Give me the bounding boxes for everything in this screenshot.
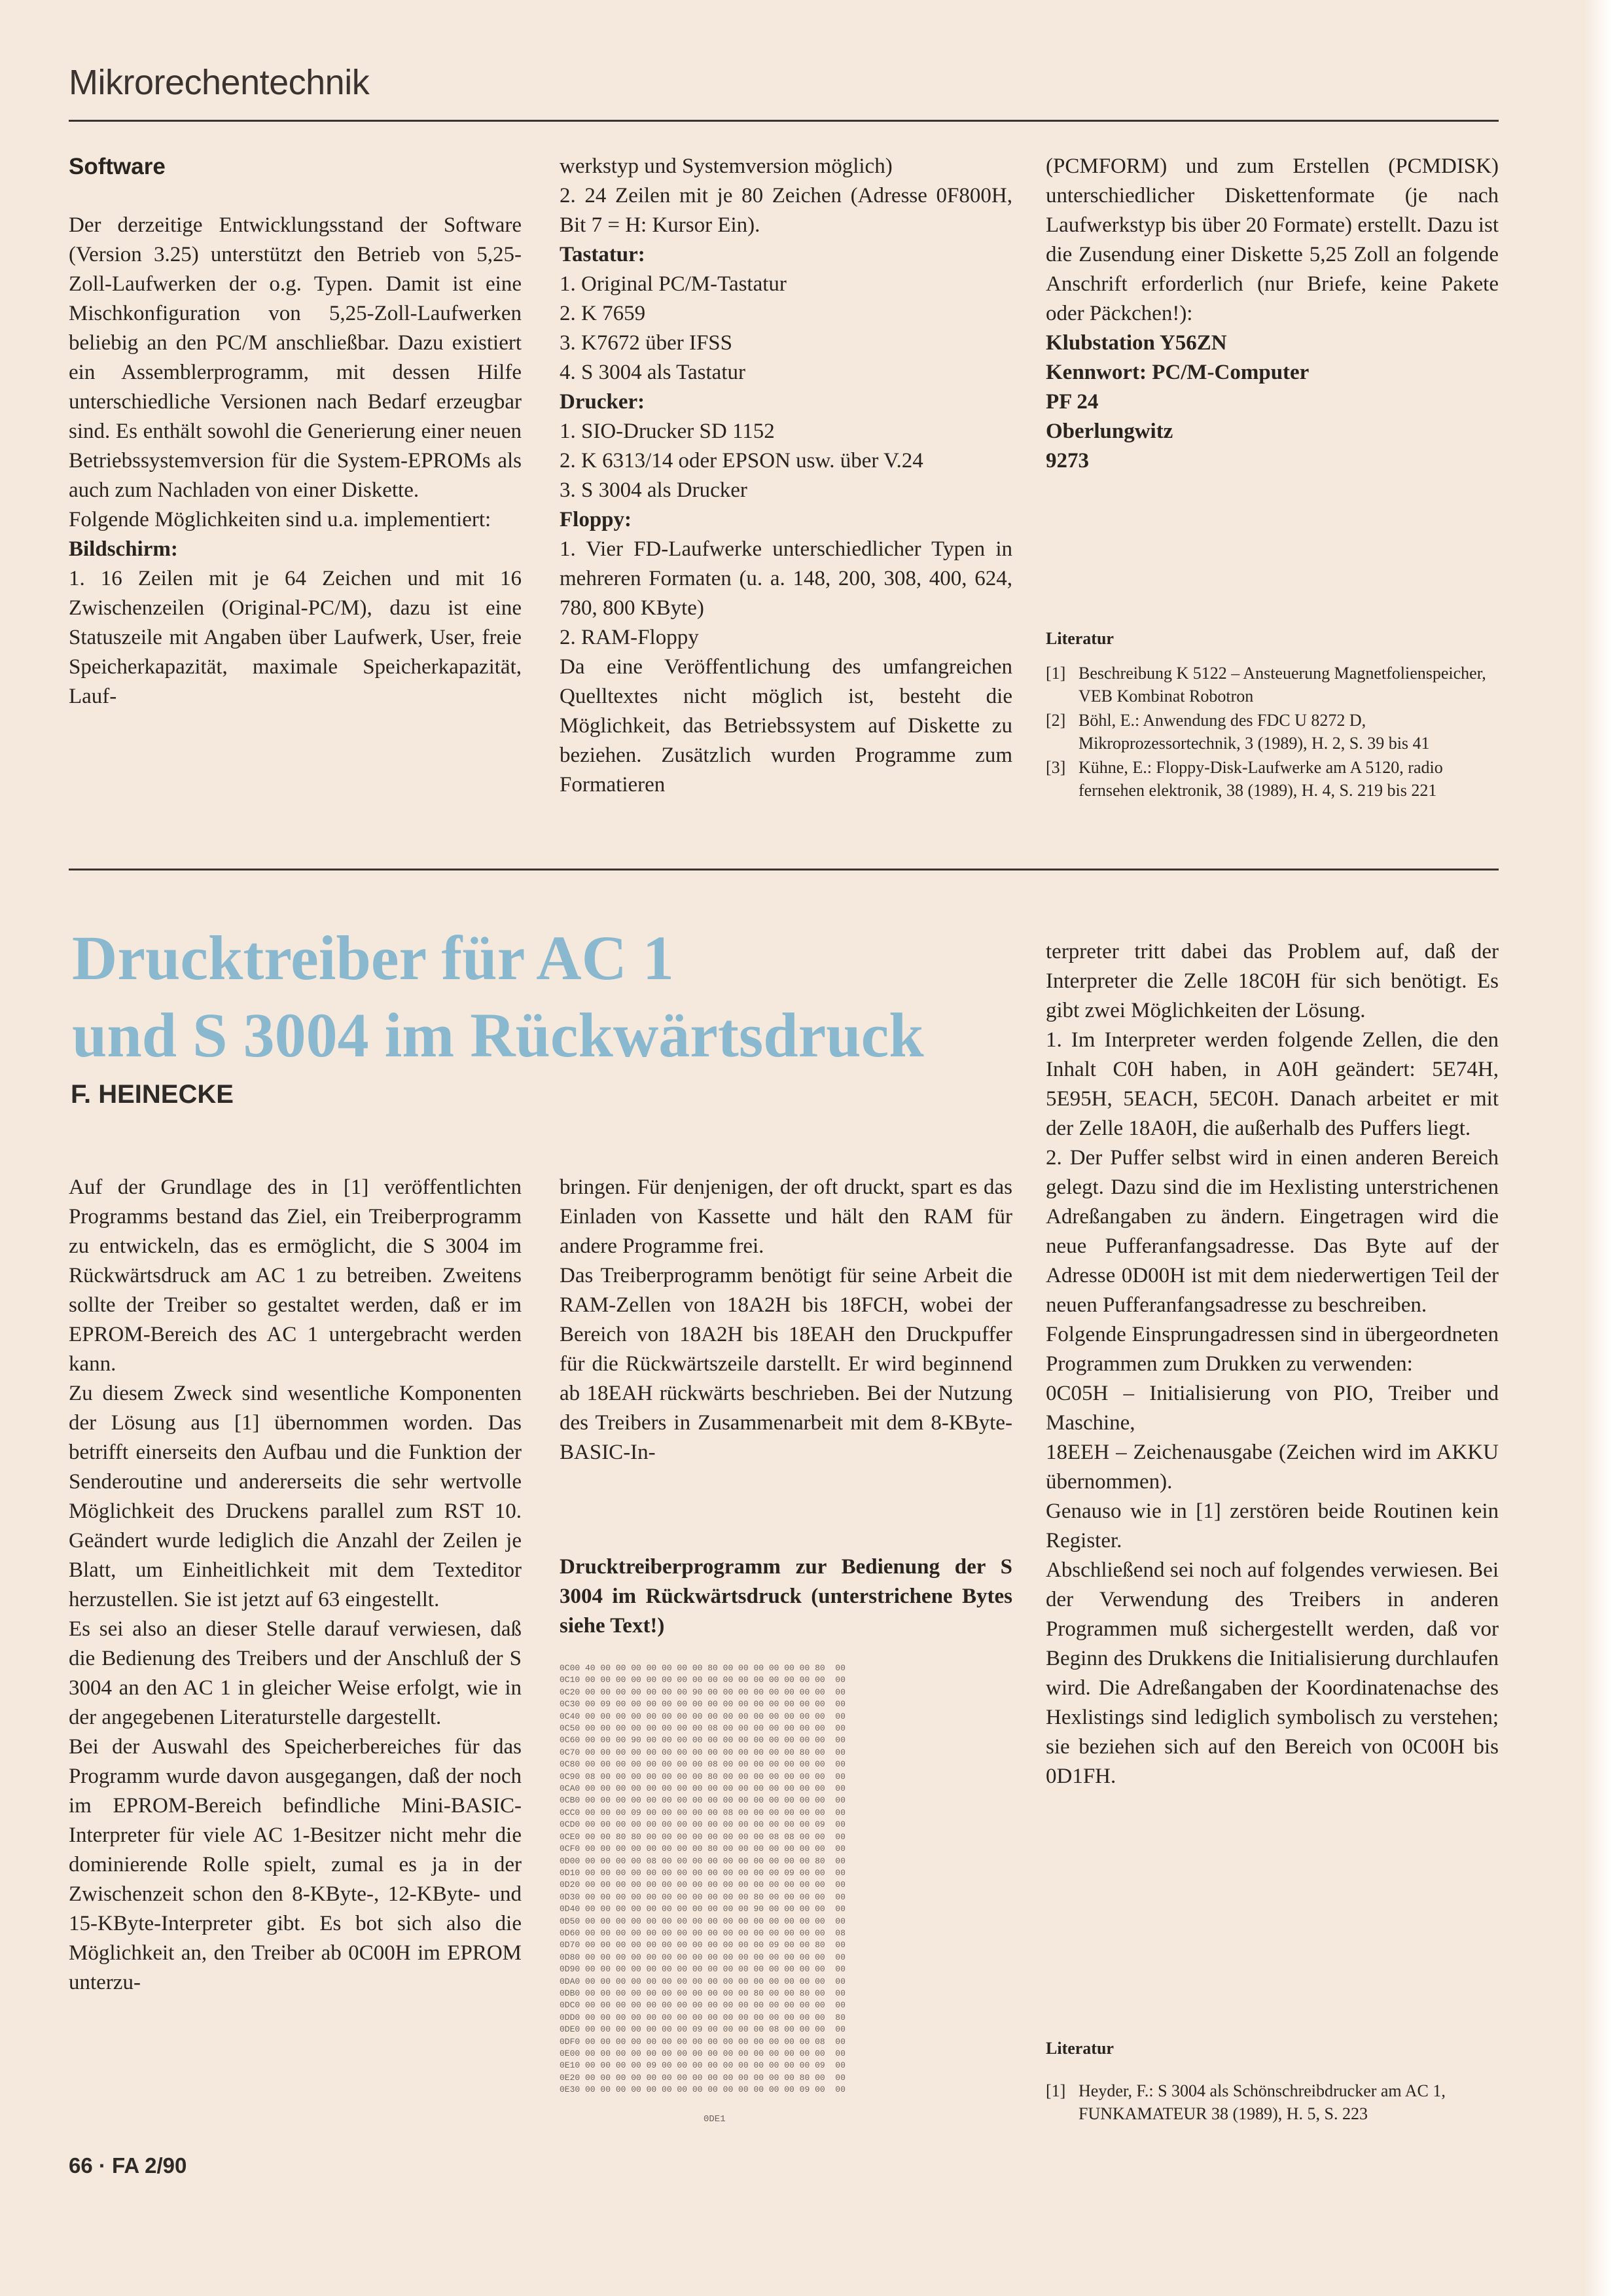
literature-text: Beschreibung K 5122 – Ansteuerung Magnetfolienspeicher, VEB Kombinat Robotron: [1079, 664, 1486, 706]
top-col3-para-1: Klubstation Y56ZN: [1046, 331, 1227, 355]
top-literature: [1046, 627, 1499, 803]
top-column-3: [1046, 152, 1499, 476]
literature-number: [2]: [1046, 711, 1066, 730]
top-col2-para-1: 2. 24 Zeilen mit je 80 Zeichen (Adresse 0F800H, Bit 7 = H: Kursor Ein).: [560, 184, 1012, 237]
top-literature-list: [1046, 662, 1499, 802]
top-col1-para-0: Software: [69, 154, 166, 179]
top-col2-para-7: Drucker:: [560, 390, 645, 414]
top-col1-para-1: [69, 181, 522, 211]
section-rule: [69, 869, 1499, 870]
top-col3-para-3: PF 24: [1046, 390, 1099, 414]
article-column-3: [1046, 937, 1499, 1791]
top-literature-entry-0: [1046, 662, 1499, 708]
top-col2-para-14: Da eine Veröffentlichung des umfangreichen Quelltextes nicht möglich ist, besteht die Möglichkeit, das Betriebssystem auf Diskette zu beziehen. Zusätzlich wurden Programme zum Formatieren: [560, 655, 1012, 797]
article-col2-para-1: Das Treiberprogramm benötigt für seine Arbeit die RAM-Zellen von 18A2H bis 18FCH, wobei der Bereich von 18A2H bis 18EAH den Druckpuffer für die Rückwärtszeile darstellt. Er wird beginnend ab 18EAH rückwärts beschrieben. Bei der Nutzung des Treibers in Zusammenarbeit mit dem 8-KByte-BASIC-In-: [560, 1264, 1012, 1464]
article-col1-para-1: Zu diesem Zweck sind wesentliche Komponenten der Lösung aus [1] übernommen worden. Das betrifft einerseits den Aufbau und die Funktion der Senderoutine und andererseits die sehr wertvolle Möglichkeit des Druckens parallel zum RST 10. Geändert wurde lediglich die Anzahl der Zeilen je Blatt, um Einheitlichkeit mit dem Texteditor herzustellen. Sie ist jetzt auf 63 eingestellt.: [69, 1382, 522, 1611]
top-col1-para-4: Bildschirm:: [69, 537, 178, 561]
top-col2-para-9: 2. K 6313/14 oder EPSON usw. über V.24: [560, 449, 923, 473]
article-col3-para-3: Folgende Einsprungadressen sind in übergeordneten Programmen zum Drukken zu verwenden:: [1046, 1323, 1499, 1376]
literature-text: Kühne, E.: Floppy-Disk-Laufwerke am A 5120, radio fernsehen elektronik, 38 (1989), H. 4, S. 219 bis 221: [1079, 758, 1443, 800]
article-col1-para-3: Bei der Auswahl des Speicherbereiches für das Programm wurde davon ausgegangen, daß der noch im EPROM-Bereich befindliche Mini-BASIC-Interpreter für viele AC 1-Besitzer nicht mehr die dominierende Rolle spielt, zumal es ja in der Zwischenzeit schon den 8-KByte-, 12-KByte- und 15-KByte-Interpreter gibt. Es bot sich also die Möglichkeit an, den Treiber ab 0C00H im EPROM unterzu-: [69, 1735, 522, 1994]
top-column-1: [69, 152, 522, 711]
top-col3-para-2: Kennwort: PC/M-Computer: [1046, 361, 1310, 384]
article-literature-list: [1046, 2079, 1499, 2125]
article-author: F. HEINECKE: [71, 1080, 234, 1109]
header-rule: [69, 120, 1499, 122]
article-col1-para-0: Auf der Grundlage des in [1] veröffentlichten Programms bestand das Ziel, ein Treiberprogramm zu entwickeln, das es ermöglicht, die S 3004 im Rückwärtsdruck am AC 1 zu betreiben. Zweitens sollte der Treiber so gestaltet werden, daß er im EPROM-Bereich des AC 1 untergebracht werden kann.: [69, 1175, 522, 1376]
listing-caption: Drucktreiberprogramm zur Bedienung der S 3004 im Rückwärtsdruck (unterstrichene Bytes siehe Text!): [560, 1555, 1012, 1638]
top-col1-para-3: Folgende Möglichkeiten sind u.a. implementiert:: [69, 508, 491, 531]
article-title-line-1: Drucktreiber für AC 1: [72, 923, 674, 993]
hex-listing-end-address: 0DE1: [704, 2114, 726, 2125]
top-col2-para-0: werkstyp und Systemversion möglich): [560, 154, 893, 178]
top-col2-para-3: 1. Original PC/M-Tastatur: [560, 272, 787, 296]
article-col3-para-2: 2. Der Puffer selbst wird in einen anderen Bereich gelegt. Dazu sind die im Hexlisting unterstrichenen Adreßangaben zu ändern. Eingetragen wird die neue Pufferanfangsadresse. Das Byte auf der Adresse 0D00H ist mit dem niederwertigen Teil der neuen Pufferanfangsadresse zu beschreiben.: [1046, 1146, 1499, 1317]
top-col3-para-0: (PCMFORM) und zum Erstellen (PCMDISK) unterschiedlicher Diskettenformate (je nach Laufwerkstyp bis über 20 Formate) erstellt. Dazu ist die Zusendung einer Diskette 5,25 Zoll an folgende Anschrift erforderlich (nur Briefe, keine Pakete oder Päckchen!):: [1046, 154, 1499, 325]
literature-text: Böhl, E.: Anwendung des FDC U 8272 D, Mikroprozessortechnik, 3 (1989), H. 2, S. 39 bis 41: [1079, 711, 1430, 753]
article-literature: [1046, 2037, 1499, 2126]
hex-listing: 0C00 40 00 00 00 00 00 00 00 80 00 00 00 00 00 00 80 00 0C10 00 00 00 00 00 00 00 00 00 00 00 00 00 00 00 00 00 0C20 00 00 00 00 00 00 00 90 00 00 00 00 00 00 00 00 00 0C30 00 09 00 00 00 00 00 00 00 00 00 00 00 00 00 00 00 0C40 00 00 00 00 00 00 00 00 00 00 00 00 00 00 00 00 00 0C50 00 00 00 00 00 00 00 00 08 00 00 00 00 00 00 00 00 0C60 00 00 00 90 00 00 00 00 00 00 00 00 00 00 00 00 00 0C70 00 00 00 00 00 00 00 00 00 00 00 00 00 00 80 00 00 0C80 00 00 00 00 00 00 00 00 08 00 00 00 00 00 00 00 00 0C90 08 00 00 00 00 00 00 00 80 00 00 00 00 00 00 00 00 0CA0 00 00 00 00 00 00 00 00 00 00 00 00 00 00 00 00 00 0CB0 00 00 00 00 00 00 00 00 00 00 00 00 00 00 00 00 00 0CC0 00 00 00 09 00 00 00 00 00 08 00 00 00 00 00 00 00 0CD0 00 00 00 00 00 00 00 00 00 00 00 00 00 00 00 09 00 0CE0 00 00 80 80 00 00 00 00 00 00 00 00 08 08 00 00 00 0CF0 00 00 00 00 00 00 00 00 80 00 00 00 00 00 00 00 00 0D00 00 00 00 00 08 00 00 00 00 00 00 00 00 00 00 80 00 0D10 00 00 00 00 00 00 00 00 00 00 00 00 00 09 00 00 00 0D20 00 00 00 00 00 00 00 00 00 00 00 00 00 00 00 00 00 0D30 00 00 00 00 00 00 00 00 00 00 00 80 00 00 00 00 00 0D40 00 00 00 00 00 00 00 00 00 00 00 90 00 00 00 00 00 0D50 00 00 00 00 00 00 00 00 00 00 00 00 00 00 00 00 00 0D60 00 00 00 00 00 00 00 00 00 00 00 00 00 00 00 00 08 0D70 00 00 00 00 00 00 00 00 00 00 00 00 09 00 00 80 00 0D80 00 00 00 00 00 00 00 00 00 00 00 00 00 00 00 00 00 0D90 00 00 00 00 00 00 00 00 00 00 00 00 00 00 00 00 00 0DA0 00 00 00 00 00 00 00 00 00 00 00 00 00 00 00 00 00 0DB0 00 00 00 00 00 00 00 00 00 00 00 80 00 00 80 00 00 0DC0 00 00 00 00 00 00 00 00 00 00 00 00 00 00 00 00 00 0DD0 00 00 00 00 00 00 00 00 00 00 00 00 00 00 00 00 80 0DE0 00 00 00 00 00 00 00 09 00 00 00 00 08 00 00 00 00 0DF0 00 00 00 00 00 00 00 00 00 00 00 00 00 00 00 08 00 0E00 00 00 00 00 00 00 00 00 00 00 00 00 00 00 00 00 00 0E10 00 00 00 00 09 00 00 00 00 00 00 00 00 00 00 09 00 0E20 00 00 00 00 00 00 00 00 00 00 00 00 00 00 80 00 00 0E30 00 00 00 00 00 00 00 00 00 00 00 00 00 00 09 00 00: [560, 1663, 846, 2095]
top-literature-title: Literatur: [1046, 629, 1114, 648]
top-col1-para-5: 1. 16 Zeilen mit je 64 Zeichen und mit 16 Zwischenzeilen (Original-PC/M), dazu ist eine Statuszeile mit Angaben über Laufwerk, User, freie Speicherkapazität, maximale Speicherkapazität, Lauf-: [69, 567, 522, 708]
article-title-line-2: und S 3004 im Rückwärtsdruck: [72, 1000, 924, 1070]
article-column-2: [560, 1173, 1012, 1467]
article-col3-para-4: 0C05H – Initialisierung von PIO, Treiber und Maschine,: [1046, 1382, 1499, 1435]
article-col3-para-7: Abschließend sei noch auf folgendes verwiesen. Bei der Verwendung des Treibers in anderen Programmen muß sichergestellt werden, daß vor Beginn des Drukkens die Initialisierung durchlaufen wird. Die Adreßangaben der Koordinatenachse des Hexlistings sind lediglich symbolisch zu verstehen; sie beziehen sich auf den Bereich von 0C00H bis 0D1FH.: [1046, 1558, 1499, 1788]
literature-number: [1]: [1046, 664, 1066, 683]
top-col2-para-12: 1. Vier FD-Laufwerke unterschiedlicher Typen in mehreren Formaten (u. a. 148, 200, 308, 400, 624, 780, 800 KByte): [560, 537, 1012, 620]
page-edge: [1584, 0, 1623, 2296]
page-footer: 66 · FA 2/90: [69, 2153, 187, 2178]
article-column-1: [69, 1173, 522, 1998]
article-col2-para-0: bringen. Für denjenigen, der oft druckt, spart es das Einladen von Kassette und hält den RAM für andere Programme frei.: [560, 1175, 1012, 1258]
article-col3-para-0: terpreter tritt dabei das Problem auf, daß der Interpreter die Zelle 18C0H für sich benötigt. Es gibt zwei Möglichkeiten der Lösung.: [1046, 940, 1499, 1022]
top-col3-para-5: 9273: [1046, 449, 1089, 473]
top-col1-para-2: Der derzeitige Entwicklungsstand der Software (Version 3.25) unterstützt den Betrieb von 5,25-Zoll-Laufwerken der o.g. Typen. Damit ist eine Mischkonfiguration von 5,25-Zoll-Laufwerken beliebig an den PC/M anschließbar. Dazu existiert ein Assemblerprogramm, mit dessen Hilfe unterschiedliche Versionen nach Bedarf erzeugbar sind. Es enthält sowohl die Generierung einer neuen Betriebssystemversion für die System-EPROMs als auch zum Nachladen von einer Diskette.: [69, 213, 522, 502]
literature-number: [1]: [1046, 2081, 1066, 2100]
article-title: [72, 920, 924, 1074]
top-literature-entry-2: [1046, 756, 1499, 802]
top-col2-para-10: 3. S 3004 als Drucker: [560, 478, 747, 502]
top-col2-para-2: Tastatur:: [560, 243, 645, 266]
top-column-2: [560, 152, 1012, 800]
top-col2-para-5: 3. K7672 über IFSS: [560, 331, 733, 355]
article-col3-para-5: 18EEH – Zeichenausgabe (Zeichen wird im AKKU übernommen).: [1046, 1441, 1499, 1494]
literature-number: [3]: [1046, 758, 1066, 777]
top-literature-entry-1: [1046, 709, 1499, 755]
article-literature-entry-0: [1046, 2079, 1499, 2125]
top-col2-para-13: 2. RAM-Floppy: [560, 626, 699, 649]
top-col3-para-4: Oberlungwitz: [1046, 420, 1173, 443]
section-header: Mikrorechentechnik: [69, 63, 370, 102]
article-col3-para-6: Genauso wie in [1] zerstören beide Routinen kein Register.: [1046, 1499, 1499, 1552]
article-col1-para-2: Es sei also an dieser Stelle darauf verwiesen, daß die Bedienung des Treibers und der Anschluß der S 3004 an den AC 1 in gleicher Weise erfolgt, wie in der angegebenen Literaturstelle dargestellt.: [69, 1617, 522, 1729]
top-col2-para-6: 4. S 3004 als Tastatur: [560, 361, 745, 384]
top-col2-para-4: 2. K 7659: [560, 302, 646, 325]
top-col2-para-11: Floppy:: [560, 508, 632, 531]
article-literature-title: Literatur: [1046, 2039, 1114, 2058]
top-col2-para-8: 1. SIO-Drucker SD 1152: [560, 420, 775, 443]
literature-text: Heyder, F.: S 3004 als Schönschreibdrucker am AC 1, FUNKAMATEUR 38 (1989), H. 5, S. 223: [1079, 2081, 1446, 2123]
article-col3-para-1: 1. Im Interpreter werden folgende Zellen, die den Inhalt C0H haben, in A0H geändert: 5E74H, 5E95H, 5EACH, 5EC0H. Danach arbeitet er mit der Zelle 18A0H, die außerhalb des Puffers liegt.: [1046, 1028, 1499, 1140]
